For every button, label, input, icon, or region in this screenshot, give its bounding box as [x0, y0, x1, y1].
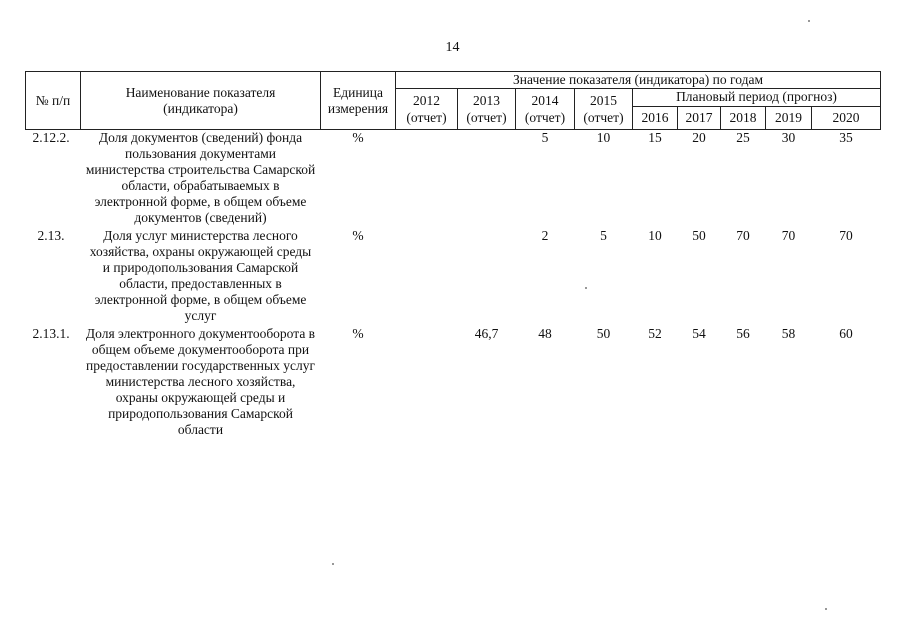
- value-2016: 52: [648, 326, 662, 341]
- header-plan-group: Плановый период (прогноз): [633, 89, 881, 107]
- header-num: № п/п: [26, 72, 81, 130]
- year-label: 2015: [590, 93, 617, 108]
- value-2015: 10: [596, 130, 611, 145]
- value-2020: 60: [839, 326, 853, 341]
- scan-speck: [825, 608, 827, 610]
- scan-speck: [332, 563, 334, 565]
- value-2014: 48: [538, 326, 552, 341]
- year-note: (отчет): [583, 110, 624, 125]
- header-year-2018: 2018: [721, 106, 766, 129]
- row-name: Доля документов (сведений) фонда пользования документами министерства строительства Самарской области, обрабатываемых в электронной форме, в общем объеме документов (сведений): [85, 130, 316, 225]
- scan-speck: [585, 287, 587, 289]
- indicators-table: [25, 71, 881, 438]
- value-2019: 58: [781, 326, 796, 341]
- header-unit: [321, 72, 396, 130]
- value-2013: 46,7: [474, 326, 499, 341]
- year-label: 2013: [473, 93, 500, 108]
- year-label: 2012: [413, 93, 440, 108]
- row-code: 2.13.: [37, 228, 65, 243]
- value-2018: 70: [736, 228, 750, 243]
- value-2013: [458, 130, 516, 227]
- year-note: (отчет): [524, 110, 566, 125]
- value-2012: [396, 226, 458, 324]
- row-unit: %: [352, 326, 364, 341]
- header-year-2013: [458, 89, 516, 130]
- header-unit-line1: Единица: [332, 84, 383, 100]
- value-2016: 10: [648, 228, 662, 243]
- value-2019: 70: [781, 228, 796, 243]
- table-row: [26, 324, 881, 438]
- value-2020: 35: [839, 130, 853, 145]
- row-name: Доля услуг министерства лесного хозяйства, охраны окружающей среды и природопользования Самарской области, предоставленных в электронной форме, в общем объеме услуг: [89, 228, 312, 323]
- row-code: 2.13.1.: [32, 326, 70, 341]
- scan-speck: [808, 20, 810, 22]
- value-2015: 5: [600, 228, 607, 243]
- value-2017: 54: [692, 326, 706, 341]
- year-note: (отчет): [406, 110, 447, 125]
- value-2013: [458, 226, 516, 324]
- value-2014: 5: [541, 130, 549, 145]
- header-name: Наименование показателя (индикатора): [81, 72, 321, 130]
- header-year-2016: 2016: [633, 106, 678, 129]
- header-unit-line2: измерения: [327, 100, 389, 116]
- row-unit: %: [352, 130, 364, 145]
- row-unit: %: [352, 228, 364, 243]
- table-header: [26, 72, 881, 130]
- table-body: [26, 130, 881, 439]
- value-2014: 2: [541, 228, 549, 243]
- header-year-2020: 2020: [812, 106, 881, 129]
- header-year-2014: [516, 89, 575, 130]
- value-2017: 20: [692, 130, 706, 145]
- value-2015: 50: [596, 326, 611, 341]
- value-2012: [396, 130, 458, 227]
- header-values-group: Значение показателя (индикатора) по годам: [396, 72, 881, 89]
- value-2017: 50: [692, 228, 706, 243]
- table-row: [26, 226, 881, 324]
- value-2020: 70: [839, 228, 853, 243]
- header-year-2015: [575, 89, 633, 130]
- header-year-2012: [396, 89, 458, 130]
- page-number: 14: [445, 40, 460, 55]
- year-note: (отчет): [466, 110, 507, 125]
- row-code: 2.12.2.: [32, 130, 70, 145]
- header-year-2017: 2017: [678, 106, 721, 129]
- row-name: Доля электронного документооборота в общем объеме документооборота при предоставлении государственных услуг министерства лесного хозяйства, охраны окружающей среды и природопользования Самарской области: [85, 326, 316, 437]
- header-year-2019: 2019: [766, 106, 812, 129]
- value-2016: 15: [648, 130, 662, 145]
- value-2019: 30: [781, 130, 796, 145]
- value-2012: [396, 324, 458, 438]
- table-row: [26, 130, 881, 227]
- value-2018: 25: [736, 130, 750, 145]
- year-label: 2014: [531, 93, 559, 108]
- value-2018: 56: [736, 326, 750, 341]
